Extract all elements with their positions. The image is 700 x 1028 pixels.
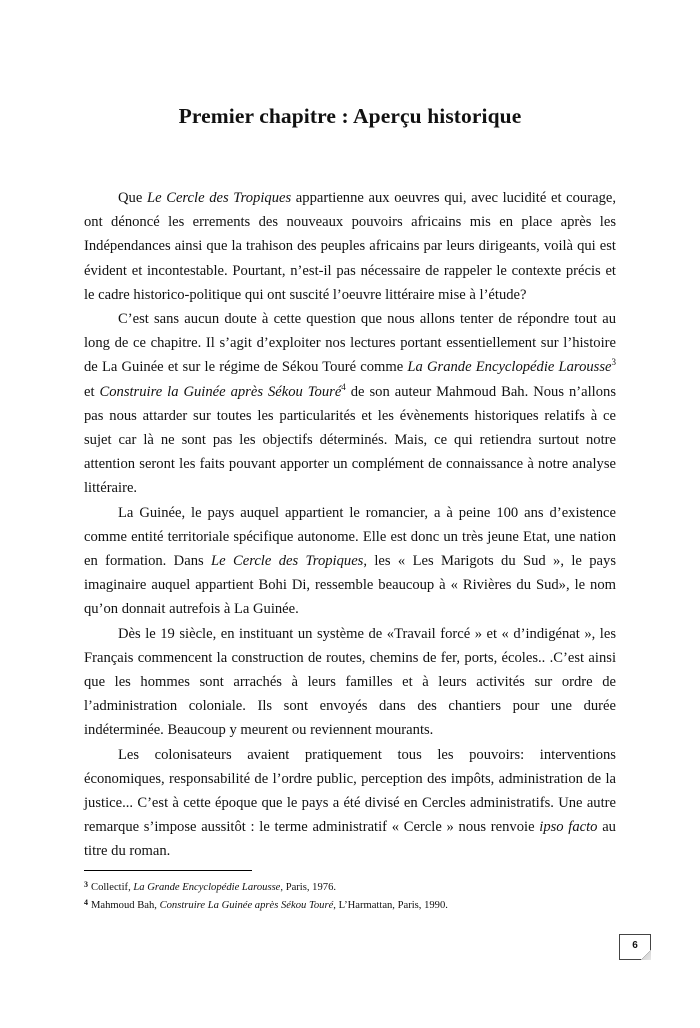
text-run: , Paris, 1976. <box>280 882 337 893</box>
book-title: La Grande Encyclopédie Larousse <box>407 359 612 376</box>
paragraph-3 <box>84 501 616 622</box>
paragraph-4: Dès le 19 siècle, en instituant un système de «Travail forcé » et « d’indigénat », les Français commencent la construction de routes, chemins de fer, ports, écoles.. .C’est ainsi que les hommes sont arrachés à leurs familles et à leurs activités sur ordre de l’administration coloniale. Ils sont envoyés dans des chantiers pour une durée indéterminée. Beaucoup y meurent ou reviennent mourants. <box>84 625 616 739</box>
footnote-ref[interactable]: 3 <box>611 357 617 368</box>
page-number: 6 <box>619 934 651 960</box>
text-run: , L’Harmattan, Paris, 1990. <box>333 900 448 911</box>
text-run: Collectif, <box>91 882 134 893</box>
text-run: au titre du roman. <box>84 819 616 860</box>
text-run: de son auteur Mahmoud Bah. Nous n’allons pas nous attarder sur toutes les particularités et les évènements historiques relatifs à ce sujet car là ne sont pas les objectifs déterminés. Mais, ce qui retiendra surtout notre attention seront les faits pouvant apporter un complément de connaissance à notre analyse littéraire. <box>84 383 616 497</box>
paragraph-5 <box>84 743 616 864</box>
book-title: Le Cercle des Tropiques <box>211 553 364 570</box>
book-title: La Grande Encyclopédie Larousse <box>133 882 281 893</box>
book-title: Le Cercle des Tropiques <box>146 190 292 206</box>
footnote-4 <box>84 895 624 913</box>
footnote-separator <box>84 870 252 871</box>
footnote-number: 3 <box>84 880 88 889</box>
footnote-ref[interactable]: 4 <box>341 381 346 392</box>
book-title: Construire La Guinée après Sékou Touré <box>159 900 334 911</box>
chapter-title: Premier chapitre : Aperçu historique <box>178 104 522 128</box>
footnote-number: 4 <box>84 898 88 907</box>
text-run: appartienne aux oeuvres qui, avec lucidité et courage, ont dénoncé les errements des nouveaux pouvoirs africains mis en place après les Indépendances ainsi que la trahison des peuples africains par leurs dirigeants, voilà qui est évident et incontestable. Pourtant, n’est-il pas nécessaire de rappeler le contexte précis et le cadre historico-politique qui ont suscité l’oeuvre littéraire mise à l’étude? <box>84 190 616 303</box>
text-run: Les colonisateurs avaient pratiquement tous les pouvoirs: interventions économiques, responsabilité de l’ordre public, perception des impôts, administration de la justice... C’est à cette époque que le pays a été divisé en Cercles administratifs. Une autre remarque s’impose aussitôt : le terme administratif « Cercle » nous renvoie <box>84 746 616 836</box>
footnotes <box>84 877 624 913</box>
paragraph-2 <box>84 307 616 501</box>
text-run: La Guinée, le pays auquel appartient le romancier, a à peine 100 ans d’existence comme entité territoriale spécifique autonome. Elle est donc un très jeune Etat, une nation en formation. Dans <box>84 504 616 570</box>
body-text <box>84 186 616 864</box>
text-run: C’est sans aucun doute à cette question que nous allons tenter de répondre tout au long de ce chapitre. Il s’agit d’exploiter nos lectures portant essentiellement sur l’histoire de La Guinée et sur le régime de Sékou Touré comme <box>84 311 616 376</box>
latin-phrase: ipso facto <box>539 819 598 836</box>
text-run: , les « Les Marigots du Sud », le pays imaginaire auquel appartient Bohi Di, ressemble beaucoup à « Rivières du Sud», le nom qu’on donnait autrefois à La Guinée. <box>84 553 616 618</box>
book-title: Construire la Guinée après Sékou Touré <box>99 383 342 400</box>
text-run: Que <box>118 190 147 206</box>
text-run: Mahmoud Bah, <box>91 900 160 911</box>
paragraph-1 <box>84 186 616 307</box>
footnote-3 <box>84 877 624 895</box>
text-run: et <box>84 383 100 400</box>
